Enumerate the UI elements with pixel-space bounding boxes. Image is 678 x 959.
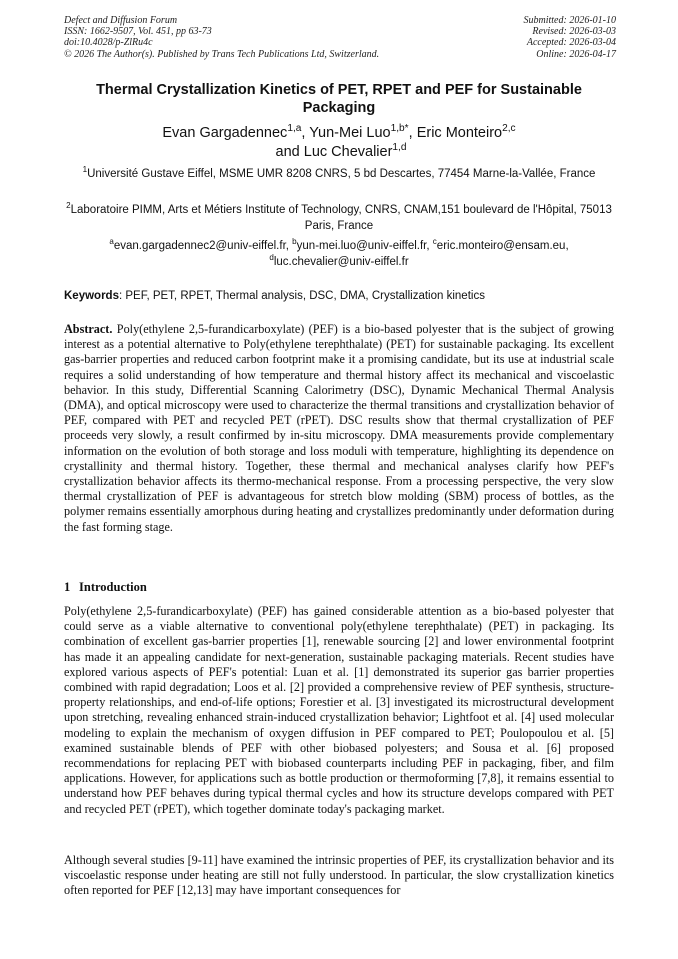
author-name: Evan Gargadennec — [162, 125, 288, 141]
journal-info — [64, 15, 379, 60]
author-affiliation-mark: 1,a — [287, 123, 302, 135]
keywords — [64, 289, 620, 304]
online-date: Online: 2026-04-17 — [536, 48, 616, 60]
section-heading — [64, 580, 147, 595]
paper-title: Thermal Crystallization Kinetics of PET, RPET and PEF for Sustainable Packaging — [96, 82, 582, 116]
abstract-label: Abstract. — [64, 322, 113, 336]
email-address[interactable]: eric.monteiro@ensam.eu, — [436, 240, 569, 252]
body-paragraph: Although several studies [9-11] have examined the intrinsic properties of PEF, its crystallization behavior and its viscoelastic response under heating are still not fully understood. In particular, the slow crystallization kinetics often reported for PEF [12,13] may have important consequences for — [64, 853, 614, 898]
accepted-date: Accepted: 2026-03-04 — [526, 37, 616, 49]
issn-line: ISSN: 1662-9507, Vol. 451, pp 63-73 — [64, 26, 212, 38]
author-separator: and — [271, 144, 304, 160]
affiliation-mark: 2 — [66, 201, 71, 211]
author-name: Yun-Mei Luo — [309, 125, 391, 141]
section-number: 1 — [64, 580, 71, 594]
author-name: Luc Chevalier — [303, 144, 393, 160]
author-affiliation-mark: 1,d — [392, 142, 407, 154]
copyright-line: © 2026 The Author(s). Published by Trans Tech Publications Ltd, Switzerland. — [64, 48, 380, 60]
email-mark: b — [292, 237, 297, 247]
email-address[interactable]: luc.chevalier@univ-eiffel.fr — [273, 255, 409, 268]
keywords-text: : PEF, PET, RPET, Thermal analysis, DSC, DMA, Crystallization kinetics — [118, 290, 485, 302]
email-mark: a — [109, 237, 114, 247]
abstract — [64, 322, 614, 535]
submitted-date: Submitted: 2026-01-10 — [523, 15, 616, 26]
keywords-label: Keywords — [64, 290, 119, 302]
email-address[interactable]: yun-mei.luo@univ-eiffel.fr, — [296, 240, 433, 252]
author-affiliation-mark: 2,c — [502, 123, 516, 135]
affiliation-1 — [60, 167, 618, 183]
author-name: Eric Monteiro — [416, 125, 503, 141]
email-address[interactable]: evan.gargadennec2@univ-eiffel.fr, — [113, 240, 293, 252]
email-list — [60, 239, 618, 270]
author-separator: , — [301, 125, 310, 141]
email-mark: c — [432, 237, 437, 247]
author-list — [60, 124, 618, 162]
body-paragraph: Poly(ethylene 2,5-furandicarboxylate) (PEF) has gained considerable attention as a bio-based polyester that could serve as a viable alternative to conventional poly(ethylene terephthalate) (PET) in packaging. Its combination of excellent gas-barrier properties [1], renewable sourcing [2] and lower environmental footprint has made it an appealing candidate for next-generation, sustainable packaging materials. Recent studies have explored various aspects of PEF's potential: Luan et al. [1] demonstrated its superior gas barrier properties combined with rapid degradation; Loos et al. [2] provided a comprehensive review of PEF synthesis, structure-property relationships, and end-of-life options; Forestier et al. [3] investigated its microstructural development upon stretching, revealing enhanced strain-induced crystallization behavior; Lightfoot et al. [4] used molecular modeling to explain the mechanism of oxygen diffusion in PEF compared to PET; Poulopoulou et al. [5] examined sustainable blends of PEF with other biobased polyesters; and Sousa et al. [6] proposed recommendations for replacing PET with biobased counterparts including PEF in packaging, fiber, and film applications. However, for applications such as bottle production or thermoforming [7,8], it remains essential to understand how PEF behaves during typical thermal cycles and how its structure develops compared with PET and recycled PET (rPET), which together dominate today's packaging market. — [64, 604, 614, 816]
journal-name: Defect and Diffusion Forum — [64, 15, 178, 26]
doi-line: doi:10.4028/p-ZlRu4c — [64, 37, 153, 49]
affiliation-text: Laboratoire PIMM, Arts et Métiers Institute of Technology, CNRS, CNAM,151 boulevard de l'Hôpital, 75013 Paris, France — [70, 204, 612, 232]
author-affiliation-mark: 1,b* — [390, 123, 409, 135]
revised-date: Revised: 2026-03-03 — [532, 26, 616, 38]
publication-dates — [524, 15, 617, 60]
affiliation-2 — [60, 203, 618, 234]
abstract-text: Poly(ethylene 2,5-furandicarboxylate) (PEF) is a bio-based polyester that is the subject of growing interest as a potential alternative to Poly(ethylene terephthalate) (PET) for sustainable packaging. Its excellent gas-barrier properties and reduced carbon footprint make it a promising candidate, but its use at industrial scale requires a solid understanding of how temperature and thermal history affect its mechanical and viscoelastic behavior. In this study, Differential Scanning Calorimetry (DSC), Dynamic Mechanical Thermal Analysis (DMA), and optical microscopy were used to characterize the thermal transitions and crystallization behavior of PEF, compared with PET and recycled PET (rPET). DSC results show that thermal crystallization of PEF proceeds very slowly, a result confirmed by in-situ microscopy. DMA measurements provide complementary information on the evolution of both storage and loss moduli with temperature, highlighting its dependence on crystallinity and thermal history. Together, these thermal and mechanical analyses clarify how PEF's crystallization behavior affects its thermo-mechanical response. From a processing perspective, the very slow thermal crystallization of PEF is advantageous for stretch blow molding (SBM) process of bottles, as the polymer remains essentially amorphous during heating and crystallizes predominantly under deformation during the fast forming stage. — [64, 322, 614, 534]
author-separator: , — [408, 125, 417, 141]
affiliation-text: Université Gustave Eiffel, MSME UMR 8208 CNRS, 5 bd Descartes, 77454 Marne-la-Vallée, France — [87, 168, 596, 180]
affiliation-mark: 1 — [82, 165, 88, 175]
section-title: Introduction — [79, 580, 147, 594]
email-mark: d — [269, 252, 274, 262]
